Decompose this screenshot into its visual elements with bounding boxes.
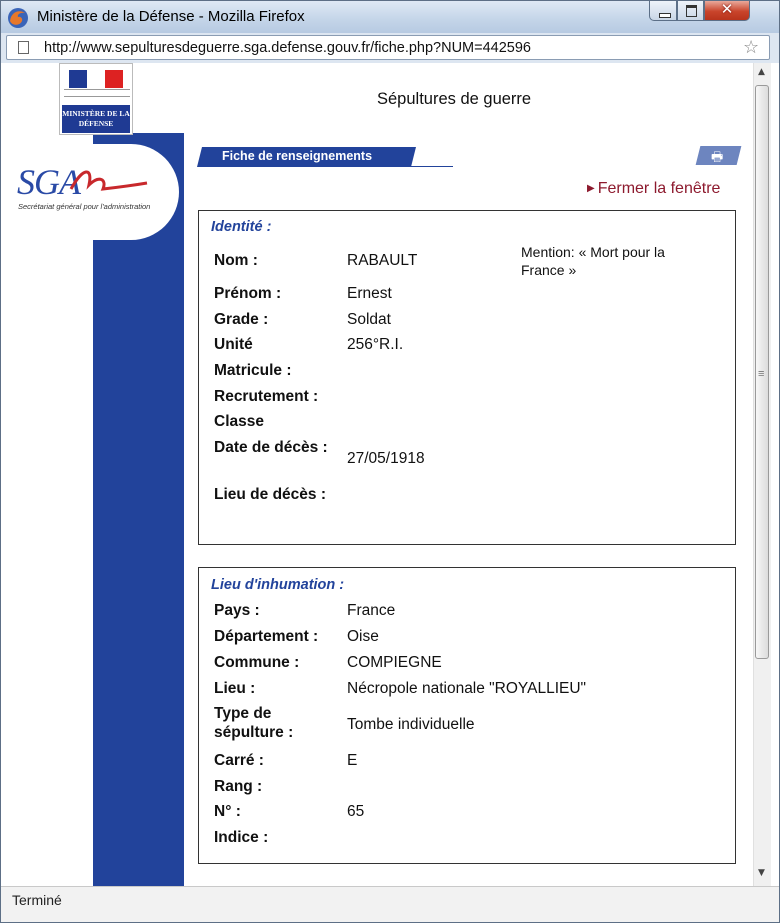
identite-title: Identité : <box>211 219 272 235</box>
print-icon[interactable]: 🖶 <box>711 150 724 165</box>
field-label: Indice : <box>214 829 269 846</box>
close-window-link[interactable] <box>587 180 720 198</box>
french-flag-icon <box>69 70 123 88</box>
lieu-inhumation-panel <box>198 567 736 864</box>
field-label: Pays : <box>214 602 260 619</box>
field-value-type-sepulture: Tombe individuelle <box>347 716 475 733</box>
title-bar <box>1 1 779 33</box>
field-label: Grade : <box>214 311 269 328</box>
navigation-bar <box>1 33 779 63</box>
bookmark-star-icon[interactable]: ☆ <box>743 37 760 58</box>
field-label: Matricule : <box>214 362 292 379</box>
lieu-title: Lieu d'inhumation : <box>211 577 345 593</box>
field-label: Département : <box>214 628 319 645</box>
page-icon <box>18 41 29 54</box>
field-label: Nom : <box>214 252 258 269</box>
sga-logo: SGA <box>17 162 80 202</box>
field-label: Classe <box>214 413 264 430</box>
field-label: Lieu de décès : <box>214 486 326 503</box>
identite-panel <box>198 210 736 545</box>
ministere-logo <box>59 63 133 135</box>
maximize-icon <box>686 5 697 17</box>
field-value-numero: 65 <box>347 803 365 820</box>
address-text[interactable]: http://www.sepulturesdeguerre.sga.defense.gouv.fr/fiche.php?NUM=442596 <box>44 40 531 56</box>
ministere-label: MINISTÈRE DE LA DÉFENSE <box>62 105 130 133</box>
field-value-unite: 256°R.I. <box>347 336 404 353</box>
tab-underline <box>410 166 453 167</box>
field-label: Commune : <box>214 654 300 671</box>
field-value-departement: Oise <box>347 628 379 645</box>
field-label: Rang : <box>214 778 263 795</box>
page-viewport <box>1 63 761 886</box>
close-icon: ✕ <box>720 0 734 18</box>
scrollbar-thumb[interactable] <box>755 85 769 659</box>
field-label: Unité <box>214 336 253 353</box>
field-value-commune: COMPIEGNE <box>347 654 442 671</box>
field-value-grade: Soldat <box>347 311 391 328</box>
field-value-pays: France <box>347 602 396 619</box>
minimize-icon <box>659 13 671 18</box>
field-label: N° : <box>214 803 241 820</box>
field-value-carre: E <box>347 752 358 769</box>
field-label: Lieu : <box>214 680 256 697</box>
maximize-button[interactable] <box>677 1 704 21</box>
grip-icon: ≡ <box>758 368 765 380</box>
status-text: Terminé <box>12 892 62 908</box>
close-window-button[interactable] <box>704 1 750 21</box>
tab-fiche-label[interactable]: Fiche de renseignements <box>222 149 373 163</box>
field-label: Carré : <box>214 752 264 769</box>
field-value-nom: RABAULT <box>347 252 418 269</box>
republique-motto <box>64 89 130 97</box>
scroll-up-icon[interactable]: ▲ <box>758 67 765 77</box>
close-window-label[interactable]: Fermer la fenêtre <box>597 180 721 197</box>
field-value-lieu: Nécropole nationale "ROYALLIEU" <box>347 680 587 697</box>
status-bar <box>1 886 779 923</box>
field-label: Type de sépulture : <box>214 705 294 741</box>
field-value-prenom: Ernest <box>347 285 392 302</box>
field-label: Prénom : <box>214 285 282 302</box>
minimize-button[interactable] <box>649 1 677 21</box>
address-bar[interactable] <box>6 35 770 60</box>
firefox-icon <box>7 7 29 29</box>
sga-swoosh-icon <box>69 163 149 199</box>
window-title: Ministère de la Défense - Mozilla Firefox <box>37 8 305 25</box>
field-label: Recrutement : <box>214 388 319 405</box>
arrow-right-icon: ▶ <box>587 183 595 194</box>
field-value-date-deces: 27/05/1918 <box>347 450 425 467</box>
sga-subtitle: Secrétariat général pour l'administration <box>18 202 151 211</box>
mention-text: Mention: « Mort pour la France » <box>521 244 665 278</box>
field-label: Date de décès : <box>214 439 328 456</box>
vertical-scrollbar[interactable] <box>753 63 771 886</box>
site-title: Sépultures de guerre <box>377 90 532 108</box>
left-blue-band <box>93 133 184 886</box>
scroll-down-icon[interactable]: ▼ <box>758 868 765 878</box>
